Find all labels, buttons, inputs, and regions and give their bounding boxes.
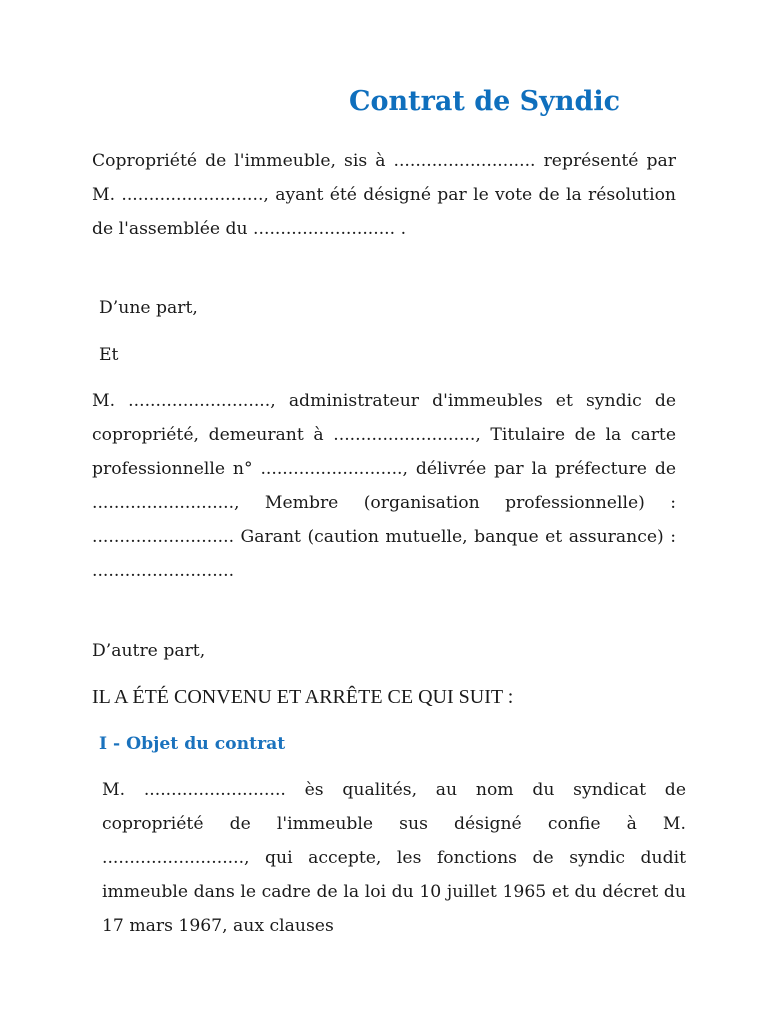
paragraph-et: Et [99, 345, 119, 365]
paragraph-copropriete: Copropriété de l'immeuble, sis à .......................... représenté par M. .........................., ayant été désigné par le vote de la résolution de l'assemblée du .......................... . [92, 151, 676, 239]
paragraph-objet: M. .......................... ès qualités, au nom du syndicat de copropriété de l'immeuble sus désigné confie à M. .........................., qui accepte, les fonctions de syndic dudit immeuble dans le cadre de la loi du 10 juillet 1965 et du décret du 17 mars 1967, aux clauses [102, 780, 686, 936]
paragraph-administrateur: M. .........................., administrateur d'immeubles et syndic de copropriété, demeurant à .........................., Titulaire de la carte professionnelle n° .........................., délivrée par la préfecture de .........................., Membre (organisation professionnelle) : .......................... Garant (caution mutuelle, banque et assurance) : .......................... [92, 391, 676, 581]
paragraph-convenu: IL A ÉTÉ CONVENU ET ARRÊTE CE QUI SUIT : [92, 686, 514, 708]
document-title: Contrat de Syndic [349, 86, 621, 117]
paragraph-d-autre-part: D’autre part, [92, 641, 206, 661]
section-heading-objet-du-contrat: I - Objet du contrat [99, 734, 286, 754]
paragraph-d-une-part: D’une part, [99, 298, 198, 318]
